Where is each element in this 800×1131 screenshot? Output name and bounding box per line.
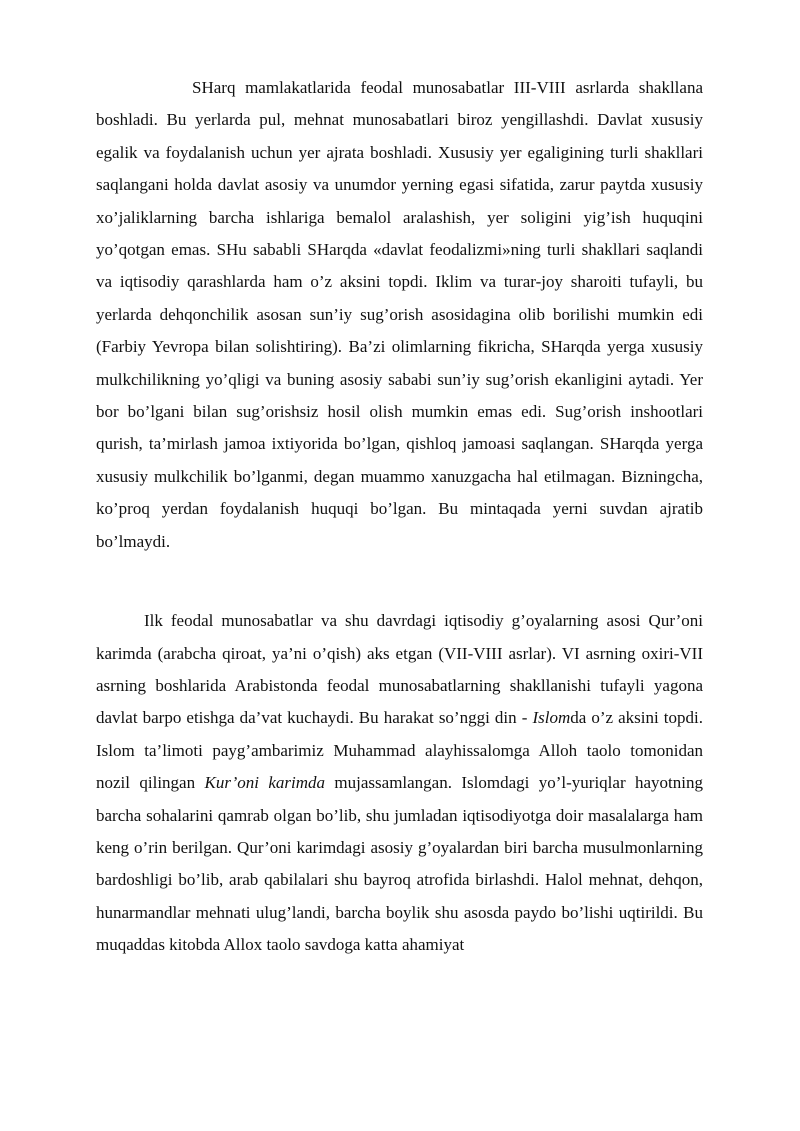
- paragraph-early-feudal-quran: [96, 605, 703, 961]
- paragraph-text-part-2: da o’z aksini topdi. Islom ta’limoti payg’ambarimiz Muhammad alayhissalomga Alloh taolo tomonidan nozil qilingan: [96, 708, 703, 793]
- italic-islom: Islom: [532, 708, 571, 728]
- italic-kuroni-karimda: Kur’oni karimda: [204, 773, 326, 793]
- paragraph-feudal-east: SHarq mamlakatlarida feodal munosabatlar III-VIII asrlarda shakllana boshladi. Bu yerlarda pul, mehnat munosabatlari biroz yengillashdi. Davlat xususiy egalik va foydalanish uchun yer ajrata boshladi. Xususiy yer egaligining turli shakllari saqlangani holda davlat asosiy va unumdor yerning egasi sifatida, zarur paytda xususiy xo’jaliklarning barcha ishlariga bemalol aralashish, yer soligini yig’ish huquqini yo’qotgan emas. SHu sababli SHarqda «davlat feodalizmi»ning turli shakllari saqlandi va iqtisodiy qarashlarda ham o’z aksini topdi. Iklim va turar-joy sharoiti tufayli, bu yerlarda dehqonchilik asosan sun’iy sug’orish asosidagina olib borilishi mumkin edi (Farbiy Yevropa bilan solishtiring). Ba’zi olimlarning fikricha, SHarqda yerga xususiy mulkchilikning yo’qligi va buning asosiy sababi sun’iy sug’orish ekanligini aytadi. Yer bor bo’lgani bilan sug’orishsiz hosil olish mumkin emas edi. Sug’orish inshootlari qurish, ta’mirlash jamoa ixtiyorida bo’lgan, qishloq jamoasi saqlangan. SHarqda yerga xususiy mulkchilik bo’lganmi, degan muammo xanuzgacha hal etilmagan. Bizningcha, ko’proq yerdan foydalanish huquqi bo’lgan. Bu mintaqada yerni suvdan ajratib bo’lmaydi.: [96, 78, 703, 551]
- document-page: [96, 72, 703, 962]
- paragraph-text-part-1: Ilk feodal munosabatlar va shu davrdagi iqtisodiy g’oyalarning asosi Qur’oni karimda (arabcha qiroat, ya’ni o’qish) aks etgan (VII-VIII asrlar). VI asrning oxiri-VII asrning boshlarida Arabistonda feodal munosabatlarning shakllanishi tufayli yagona davlat barpo etishga da’vat kuchaydi. Bu harakat so’nggi din -: [96, 611, 703, 728]
- paragraph-text-part-3: mujassamlangan. Islomdagi yo’l-yuriqlar hayotning barcha sohalarini qamrab olgan bo’lib, shu jumladan iqtisodiyotga doir masalalarga ham keng o’rin berilgan. Qur’oni karimdagi asosiy g’oyalardan biri barcha musulmonlarning bardoshligi bo’lib, arab qabilalari shu bayroq atrofida birlashdi. Halol mehnat, dehqon, hunarmandlar mehnati ulug’landi, barcha boylik shu asosda paydo bo’lishi uqtirildi. Bu muqaddas kitobda Allox taolo savdoga katta ahamiyat: [96, 773, 703, 955]
